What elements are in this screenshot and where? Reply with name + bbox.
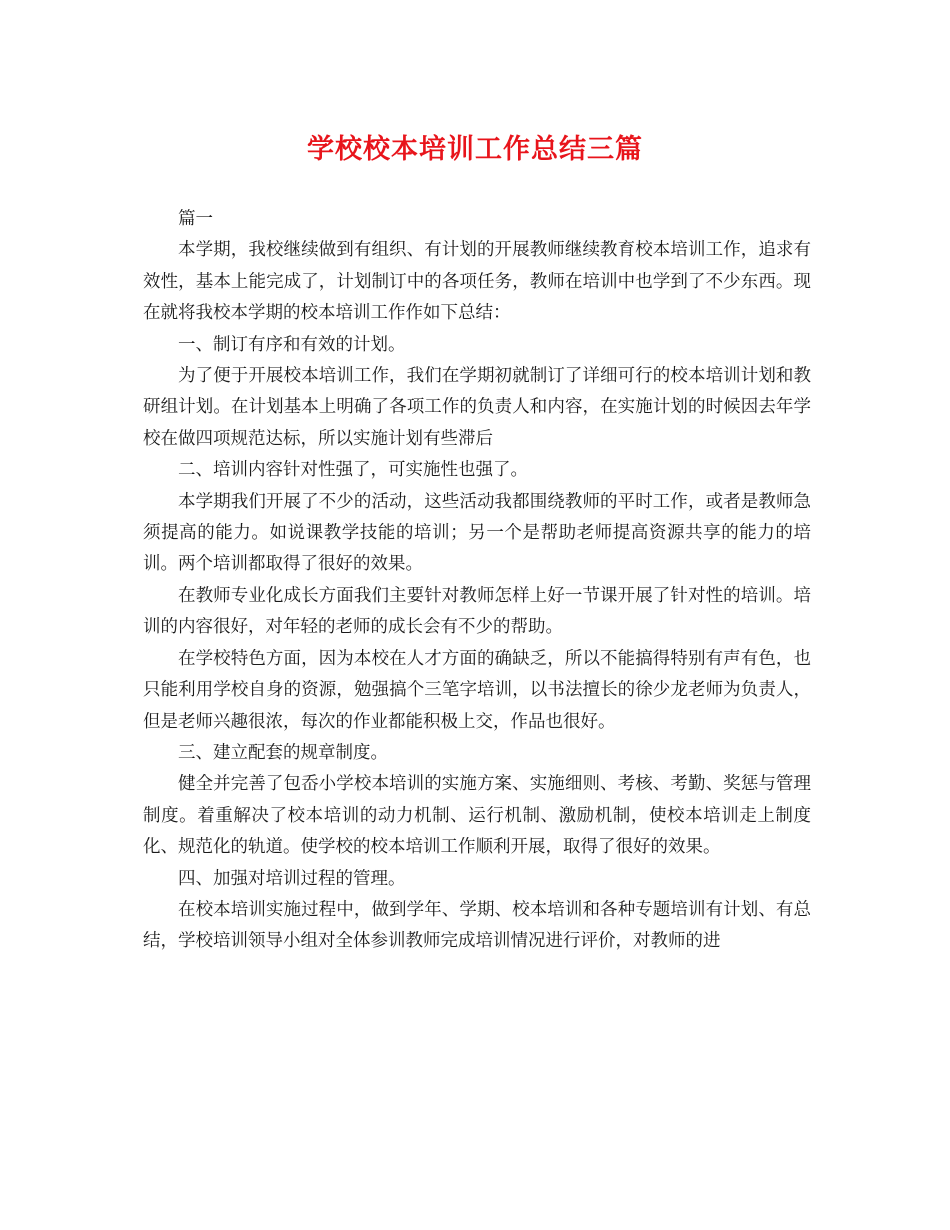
- body-paragraph: 在教师专业化成长方面我们主要针对教师怎样上好一节课开展了针对性的培训。培训的内容很好，对年轻的老师的成长会有不少的帮助。: [143, 585, 811, 638]
- body-paragraph: 健全并完善了包岙小学校本培训的实施方案、实施细则、考核、考勤、奖惩与管理制度。着重解决了校本培训的动力机制、运行机制、激励机制，使校本培训走上制度化、规范化的轨道。使学校的校本培训工作顺利开展，取得了很好的效果。: [143, 774, 811, 858]
- body-paragraph: 在校本培训实施过程中，做到学年、学期、校本培训和各种专题培训有计划、有总结，学校培训领导小组对全体参训教师完成培训情况进行评价，对教师的进: [143, 899, 811, 952]
- body-paragraph: 为了便于开展校本培训工作，我们在学期初就制订了详细可行的校本培训计划和教研组计划。在计划基本上明确了各项工作的负责人和内容，在实施计划的时候因去年学校在做四项规范达标，所以实施计划有些滞后: [143, 366, 811, 449]
- document-body: [143, 204, 811, 958]
- section-heading: 二、培训内容针对性强了，可实施性也强了。: [178, 460, 528, 481]
- section-heading: 篇一: [178, 209, 213, 229]
- section-heading: 一、制订有序和有效的计划。: [178, 334, 406, 355]
- document-title: 学校校本培训工作总结三篇: [307, 134, 643, 165]
- section-heading: 三、建立配套的规章制度。: [178, 742, 388, 763]
- body-paragraph: 在学校特色方面，因为本校在人才方面的确缺乏，所以不能搞得特别有声有色，也只能利用学校自身的资源，勉强搞个三笔字培训，以书法擅长的徐少龙老师为负责人，但是老师兴趣很浓，每次的作业都能积极上交，作品也很好。: [143, 648, 811, 732]
- section-heading: 四、加强对培训过程的管理。: [178, 868, 406, 889]
- body-paragraph: 本学期我们开展了不少的活动，这些活动我都围绕教师的平时工作，或者是教师急须提高的能力。如说课教学技能的培训；另一个是帮助老师提高资源共享的能力的培训。两个培训都取得了很好的效果。: [143, 491, 811, 575]
- body-paragraph: 本学期，我校继续做到有组织、有计划的开展教师继续教育校本培训工作，追求有效性，基本上能完成了，计划制订中的各项任务，教师在培训中也学到了不少东西。现在就将我校本学期的校本培训工作作如下总结：: [143, 240, 811, 324]
